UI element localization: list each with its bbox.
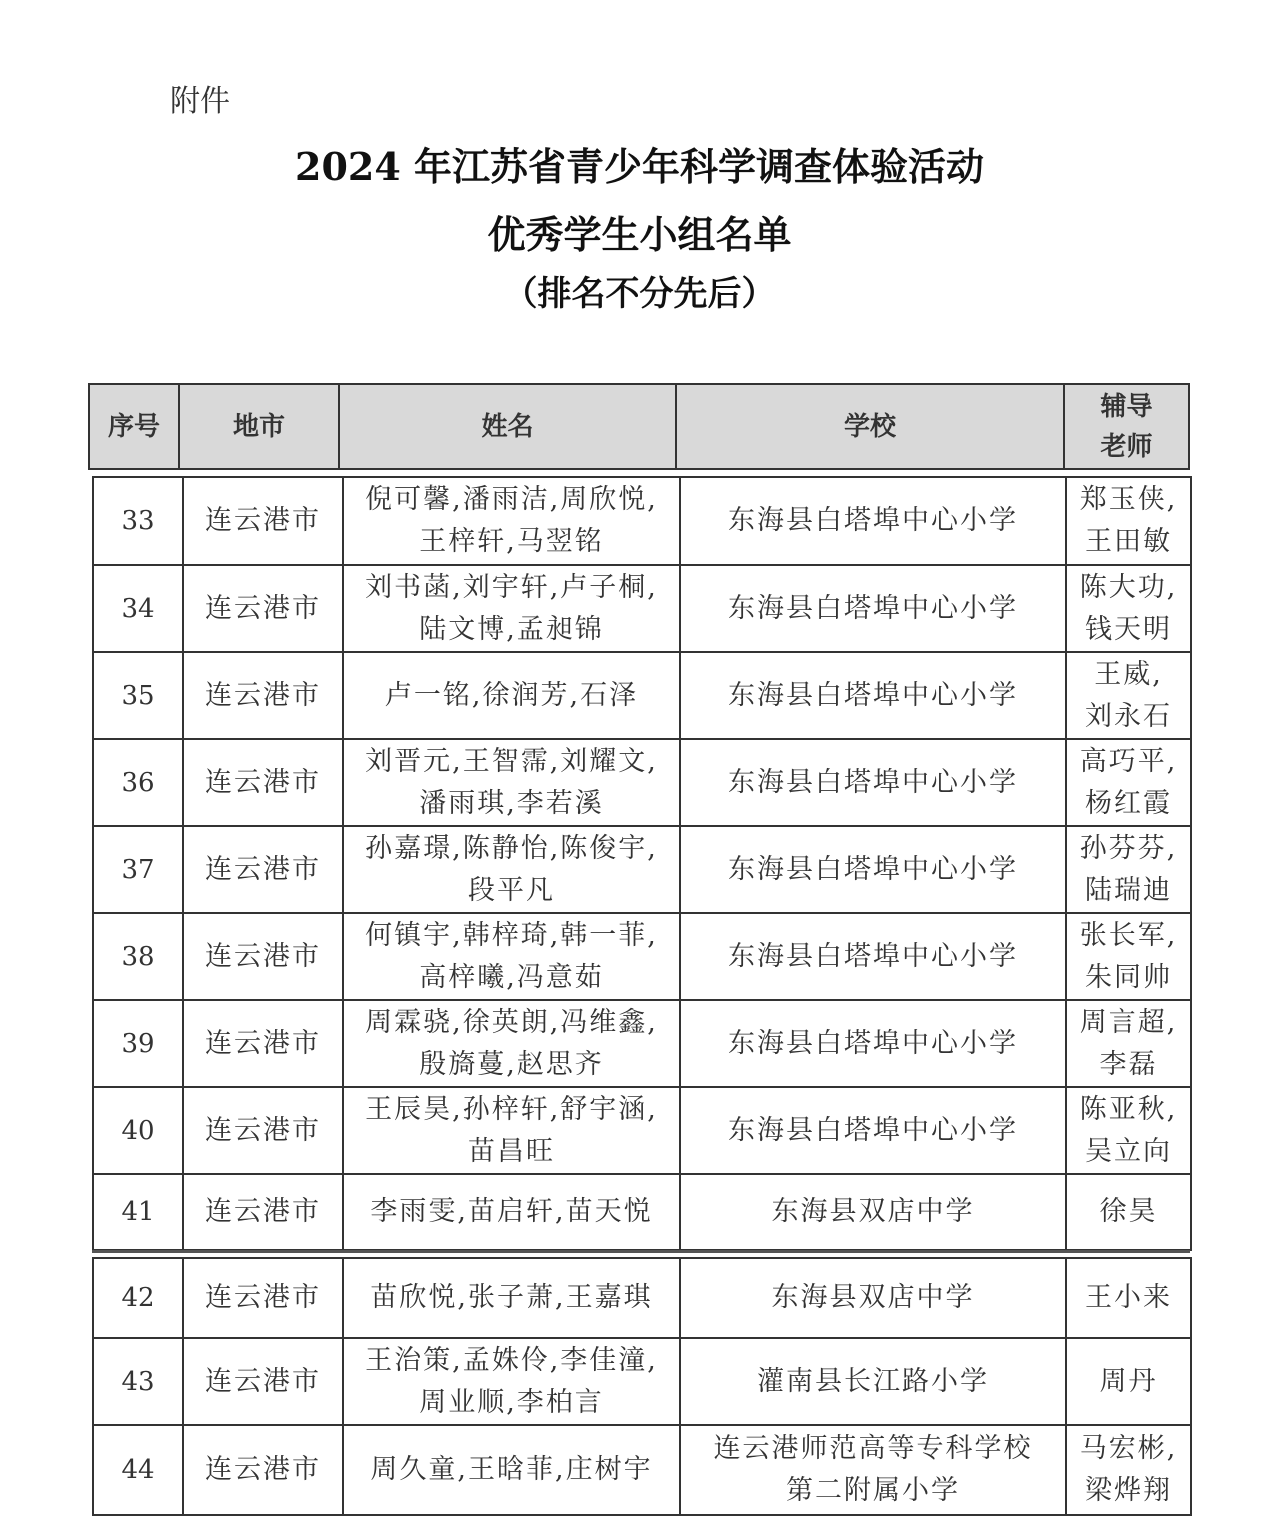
cell-names-names2: 王梓轩,马翌铭 bbox=[419, 526, 604, 557]
cell-school bbox=[680, 652, 1066, 739]
cell-index-index: 39 bbox=[121, 1028, 155, 1059]
cell-names-names1: 周久童,王晗菲,庄树宇 bbox=[370, 1454, 653, 1485]
cell-names-names2: 潘雨琪,李若溪 bbox=[419, 787, 604, 819]
cell-school-school1: 东海县白塔埠中心小学 bbox=[728, 505, 1018, 536]
document-title-line3: （排名不分先后） bbox=[503, 274, 776, 314]
cell-city-city: 连云港市 bbox=[205, 1365, 321, 1397]
cell-teacher-teacher1: 王小来 bbox=[1085, 1282, 1172, 1313]
table-row bbox=[93, 1338, 1191, 1425]
cell-index-index: 42 bbox=[121, 1283, 155, 1313]
cell-names bbox=[343, 1000, 680, 1087]
table-row bbox=[93, 1000, 1191, 1087]
cell-teacher-teacher2: 杨红霞 bbox=[1085, 787, 1172, 819]
header-names: 姓名 bbox=[339, 384, 676, 469]
cell-teacher-teacher2: 钱天明 bbox=[1085, 613, 1172, 645]
cell-city bbox=[183, 1258, 343, 1338]
cell-city-city: 连云港市 bbox=[205, 853, 321, 885]
cell-school bbox=[680, 477, 1066, 565]
cell-city bbox=[183, 1338, 343, 1425]
cell-school-school1: 东海县白塔埠中心小学 bbox=[728, 940, 1018, 972]
cell-index bbox=[93, 826, 183, 913]
table-body-continued bbox=[92, 1257, 1192, 1516]
cell-teacher-teacher2: 陆瑞迪 bbox=[1085, 874, 1172, 906]
cell-names-names1: 刘书菡,刘宇轩,卢子桐, bbox=[365, 571, 658, 603]
cell-teacher-teacher1: 张长军, bbox=[1079, 919, 1178, 951]
cell-names-names1: 李雨雯,苗启轩,苗天悦 bbox=[370, 1196, 653, 1227]
cell-index bbox=[93, 1338, 183, 1425]
cell-school-school1: 灌南县长江路小学 bbox=[757, 1365, 989, 1397]
cell-school-school1: 东海县白塔埠中心小学 bbox=[728, 1027, 1018, 1059]
table-row bbox=[93, 739, 1191, 826]
header-teacher bbox=[1064, 384, 1189, 469]
cell-names-names1: 倪可馨,潘雨洁,周欣悦, bbox=[365, 484, 658, 515]
cell-teacher-teacher1: 周丹 bbox=[1099, 1365, 1158, 1397]
cell-teacher bbox=[1066, 826, 1191, 913]
cell-names-names2: 陆文博,孟昶锦 bbox=[419, 613, 604, 645]
document-title-line2: 优秀学生小组名单 bbox=[487, 212, 792, 257]
cell-city-city: 连云港市 bbox=[205, 940, 321, 972]
cell-city bbox=[183, 1000, 343, 1087]
cell-school bbox=[680, 826, 1066, 913]
cell-teacher bbox=[1066, 1000, 1191, 1087]
cell-city bbox=[183, 477, 343, 565]
cell-teacher-teacher1: 陈亚秋, bbox=[1079, 1093, 1178, 1125]
cell-school-school1: 东海县白塔埠中心小学 bbox=[728, 766, 1018, 798]
cell-names-names2: 苗昌旺 bbox=[468, 1135, 555, 1167]
cell-names-names1: 何镇宇,韩梓琦,韩一菲, bbox=[365, 919, 658, 951]
cell-names bbox=[343, 1087, 680, 1174]
cell-names-names2: 高梓曦,冯意茹 bbox=[419, 961, 604, 993]
cell-teacher bbox=[1066, 913, 1191, 1000]
cell-teacher-teacher1: 周言超, bbox=[1079, 1006, 1178, 1038]
cell-index bbox=[93, 1000, 183, 1087]
cell-city bbox=[183, 652, 343, 739]
cell-teacher bbox=[1066, 652, 1191, 739]
cell-teacher-teacher2: 朱同帅 bbox=[1085, 961, 1172, 993]
cell-city-city: 连云港市 bbox=[205, 766, 321, 798]
cell-school bbox=[680, 739, 1066, 826]
cell-index-index: 44 bbox=[121, 1455, 155, 1485]
cell-school-school2: 第二附属小学 bbox=[786, 1475, 960, 1506]
cell-names-names1: 苗欣悦,张子萧,王嘉琪 bbox=[370, 1282, 653, 1313]
cell-city-city: 连云港市 bbox=[205, 1114, 321, 1146]
cell-index bbox=[93, 1087, 183, 1174]
table-row bbox=[93, 565, 1191, 652]
cell-index-index: 38 bbox=[121, 941, 155, 972]
cell-names bbox=[343, 913, 680, 1000]
cell-school bbox=[680, 913, 1066, 1000]
cell-city-city: 连云港市 bbox=[205, 505, 321, 536]
table-row bbox=[93, 1258, 1191, 1338]
cell-names-names1: 王辰昊,孙梓轩,舒宇涵, bbox=[365, 1093, 658, 1125]
cell-index-index: 37 bbox=[121, 854, 155, 885]
cell-index bbox=[93, 739, 183, 826]
cell-teacher bbox=[1066, 1258, 1191, 1338]
cell-school bbox=[680, 1258, 1066, 1338]
cell-school-school1: 东海县双店中学 bbox=[771, 1282, 975, 1313]
table-row bbox=[93, 913, 1191, 1000]
cell-index-index: 43 bbox=[121, 1366, 155, 1397]
cell-names bbox=[343, 565, 680, 652]
cell-school-school1: 东海县双店中学 bbox=[771, 1196, 975, 1227]
cell-teacher bbox=[1066, 1338, 1191, 1425]
cell-names bbox=[343, 1338, 680, 1425]
cell-school bbox=[680, 1087, 1066, 1174]
table-row bbox=[93, 1174, 1191, 1250]
cell-city bbox=[183, 913, 343, 1000]
cell-teacher-teacher1: 郑玉侠, bbox=[1079, 484, 1178, 515]
cell-teacher bbox=[1066, 477, 1191, 565]
cell-teacher-teacher1: 徐昊 bbox=[1099, 1196, 1158, 1227]
cell-city-city: 连云港市 bbox=[205, 679, 321, 711]
table-row bbox=[93, 826, 1191, 913]
cell-teacher-teacher2: 吴立向 bbox=[1085, 1135, 1172, 1167]
cell-index bbox=[93, 652, 183, 739]
cell-teacher-teacher2: 梁烨翔 bbox=[1085, 1475, 1172, 1506]
cell-index-index: 40 bbox=[121, 1115, 155, 1146]
cell-names-names2: 段平凡 bbox=[468, 874, 555, 906]
cell-city-city: 连云港市 bbox=[205, 1196, 321, 1227]
table-body bbox=[92, 476, 1192, 1251]
cell-index-index: 35 bbox=[121, 680, 155, 711]
cell-teacher-teacher1: 马宏彬, bbox=[1079, 1433, 1178, 1464]
cell-city-city: 连云港市 bbox=[205, 1282, 321, 1313]
cell-index bbox=[93, 1174, 183, 1250]
cell-teacher-teacher1: 孙芬芬, bbox=[1079, 832, 1178, 864]
cell-school-school1: 东海县白塔埠中心小学 bbox=[728, 1114, 1018, 1146]
cell-names bbox=[343, 1174, 680, 1250]
cell-names-names1: 王治策,孟姝伶,李佳潼, bbox=[365, 1344, 658, 1376]
header-teacher-line1: 辅导 bbox=[1100, 391, 1153, 422]
table-row bbox=[93, 477, 1191, 565]
cell-city bbox=[183, 1087, 343, 1174]
cell-index-index: 33 bbox=[121, 506, 155, 536]
cell-city bbox=[183, 565, 343, 652]
header-teacher-line2: 老师 bbox=[1100, 431, 1153, 462]
cell-city bbox=[183, 826, 343, 913]
cell-teacher-teacher1: 王威, bbox=[1094, 658, 1163, 690]
header-school: 学校 bbox=[676, 384, 1064, 469]
document-title-line1: 2024 年江苏省青少年科学调查体验活动 bbox=[295, 144, 984, 189]
cell-school-school1: 东海县白塔埠中心小学 bbox=[728, 853, 1018, 885]
cell-names bbox=[343, 826, 680, 913]
cell-school-school1: 东海县白塔埠中心小学 bbox=[728, 592, 1018, 624]
cell-index bbox=[93, 477, 183, 565]
cell-index bbox=[93, 1258, 183, 1338]
cell-school bbox=[680, 1338, 1066, 1425]
cell-teacher-teacher2: 王田敏 bbox=[1085, 526, 1172, 557]
cell-index bbox=[93, 913, 183, 1000]
cell-teacher-teacher2: 刘永石 bbox=[1085, 700, 1172, 732]
cell-city-city: 连云港市 bbox=[205, 1454, 321, 1485]
cell-names bbox=[343, 652, 680, 739]
cell-names bbox=[343, 477, 680, 565]
cell-index-index: 34 bbox=[121, 593, 155, 624]
page-break-divider bbox=[92, 1250, 1190, 1253]
cell-school-school1: 东海县白塔埠中心小学 bbox=[728, 679, 1018, 711]
cell-school bbox=[680, 565, 1066, 652]
cell-index-index: 41 bbox=[121, 1197, 155, 1227]
cell-names bbox=[343, 739, 680, 826]
cell-teacher-teacher1: 陈大功, bbox=[1079, 571, 1178, 603]
table-header bbox=[88, 383, 1190, 470]
cell-names-names1: 卢一铭,徐润芳,石泽 bbox=[384, 679, 639, 711]
cell-city bbox=[183, 739, 343, 826]
header-index: 序号 bbox=[89, 384, 179, 469]
attachment-label: 附件 bbox=[170, 84, 230, 119]
cell-index bbox=[93, 565, 183, 652]
table-row bbox=[93, 1087, 1191, 1174]
cell-city bbox=[183, 1174, 343, 1250]
cell-teacher bbox=[1066, 1174, 1191, 1250]
cell-names-names2: 周业顺,李柏言 bbox=[419, 1386, 604, 1418]
cell-names-names1: 刘晋元,王智霈,刘耀文, bbox=[365, 745, 658, 777]
cell-index-index: 36 bbox=[121, 767, 155, 798]
table-row bbox=[93, 652, 1191, 739]
cell-city-city: 连云港市 bbox=[205, 1027, 321, 1059]
cell-names-names1: 孙嘉璟,陈静怡,陈俊宇, bbox=[365, 832, 658, 864]
cell-names-names2: 殷旖蔓,赵思齐 bbox=[419, 1048, 604, 1080]
cell-names bbox=[343, 1258, 680, 1338]
cell-school-school1: 连云港师范高等专科学校 bbox=[713, 1433, 1033, 1464]
cell-school bbox=[680, 1000, 1066, 1087]
cell-names-names1: 周霖骁,徐英朗,冯维鑫, bbox=[365, 1006, 658, 1038]
cell-teacher bbox=[1066, 1087, 1191, 1174]
cell-teacher bbox=[1066, 565, 1191, 652]
cell-teacher bbox=[1066, 739, 1191, 826]
cell-school bbox=[680, 1174, 1066, 1250]
header-city: 地市 bbox=[179, 384, 339, 469]
cell-teacher-teacher1: 高巧平, bbox=[1079, 745, 1178, 777]
cell-city-city: 连云港市 bbox=[205, 592, 321, 624]
cell-teacher-teacher2: 李磊 bbox=[1099, 1048, 1158, 1080]
